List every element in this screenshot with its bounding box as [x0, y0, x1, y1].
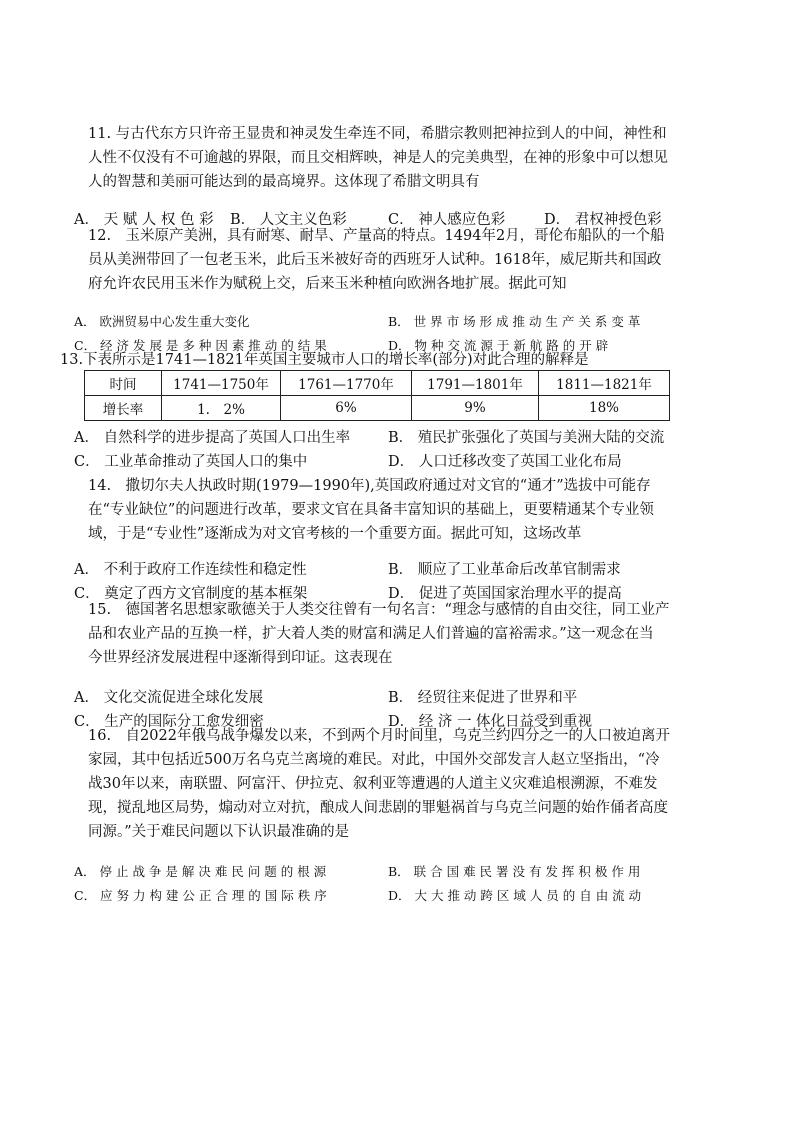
- option-b[interactable]: B． 联 合 国 难 民 署 没 有 发 挥 积 极 作 用: [388, 864, 641, 879]
- option-b[interactable]: B． 人文主义色彩: [230, 212, 347, 228]
- options-row: [74, 310, 708, 334]
- question-stem-line: 在“专业缺位”的问题进行改革，要求文官在具备丰富知识的基础上，更要精通某个专业领: [88, 502, 654, 518]
- options-row: [74, 450, 708, 474]
- question-stem-line: 品和农业产品的互换一样，扩大着人类的财富和满足人们普遍的富裕需求。”这一观念在当: [88, 626, 654, 642]
- question-stem-line: 今世界经济发展进程中逐渐得到印证。这表现在: [88, 650, 393, 666]
- question-12: [74, 224, 708, 358]
- table-cell: 1791—1801年: [412, 371, 539, 396]
- question-stem-line: 16. 自2022年俄乌战争爆发以来，不到两个月时间里，乌克兰约四分之一的人口被迫离开: [88, 728, 670, 744]
- option-b[interactable]: B． 世 界 市 场 形 成 推 动 生 产 关 系 变 革: [388, 314, 641, 329]
- table-cell: 1811—1821年: [539, 371, 670, 396]
- question-stem-line: 11. 与古代东方只许帝王显贵和神灵发生牵连不同，希腊宗教则把神拉到人的中间，神性和: [88, 126, 667, 142]
- question-11: [74, 122, 708, 232]
- option-c[interactable]: C． 工业革命推动了英国人口的集中: [74, 454, 308, 470]
- table-cell: 6%: [281, 396, 412, 421]
- table-cell: 增长率: [85, 396, 162, 421]
- question-stem-line: 人的智慧和美丽可能达到的最高境界。这体现了希腊文明具有: [88, 174, 480, 190]
- question-stem-line: 府允许农民用玉米作为赋税上交，后来玉米种植向欧洲各地扩展。据此可知: [88, 276, 567, 292]
- question-14: [74, 474, 708, 606]
- option-d[interactable]: D． 君权神授色彩: [544, 212, 662, 228]
- option-c[interactable]: C． 神人感应色彩: [388, 212, 506, 228]
- table-cell: 1. 2%: [162, 396, 281, 421]
- table-cell: 9%: [412, 396, 539, 421]
- table-row: [85, 396, 670, 421]
- question-stem-line: 14. 撒切尔夫人执政时期(1979—1990年),英国政府通过对文官的“通才”选拔中可能存: [88, 478, 651, 494]
- table-row: [85, 371, 670, 396]
- option-a[interactable]: A． 自然科学的进步提高了英国人口出生率: [74, 430, 351, 446]
- table-cell: 1741—1750年: [162, 371, 281, 396]
- table-cell: 1761—1770年: [281, 371, 412, 396]
- option-a[interactable]: A． 停 止 战 争 是 解 决 难 民 问 题 的 根 源: [74, 864, 327, 879]
- option-d[interactable]: D． 经 济 一 体化日益受到重视: [388, 714, 593, 730]
- question-13: [60, 348, 680, 372]
- option-a[interactable]: A． 不利于政府工作连续性和稳定性: [74, 562, 307, 578]
- option-d[interactable]: D． 物 种 交 流 源 于 新 航 路 的 开 辟: [388, 338, 609, 353]
- option-b[interactable]: B． 顺应了工业革命后改革官制需求: [388, 562, 621, 578]
- question-15: [74, 598, 708, 734]
- question-stem-line: 同源。”关于难民问题以下认识最准确的是: [88, 824, 350, 840]
- question-stem-line: 15. 德国著名思想家歌德关于人类交往曾有一句名言：“理念与感情的自由交往，同工业产: [88, 602, 670, 618]
- question-stem-line: 13.下表所示是1741—1821年英国主要城市人口的增长率(部分)对此合理的解释是: [60, 352, 589, 368]
- option-d[interactable]: D． 促进了英国国家治理水平的提高: [388, 586, 622, 602]
- option-c[interactable]: C． 应 努 力 构 建 公 正 合 理 的 国 际 秩 序: [74, 888, 327, 903]
- options-row: [74, 884, 708, 908]
- option-b[interactable]: B． 殖民扩张强化了英国与美洲大陆的交流: [388, 430, 665, 446]
- question-stem-line: 家园，其中包括近500万名乌克兰离境的难民。对此，中国外交部发言人赵立坚指出，“冷: [88, 752, 660, 768]
- table-cell: 时间: [85, 371, 162, 396]
- question-stem-line: 现，搅乱地区局势，煽动对立对抗，酿成人间悲剧的罪魁祸首与乌克兰问题的始作俑者高度: [88, 800, 668, 816]
- option-d[interactable]: D． 人口迁移改变了英国工业化布局: [388, 454, 622, 470]
- question-13-options: [74, 426, 708, 474]
- table-cell: 18%: [539, 396, 670, 421]
- option-a[interactable]: A． 文化交流促进全球化发展: [74, 690, 264, 706]
- question-stem-line: 域，于是“专业性”逐渐成为对文官考核的一个重要方面。据此可知，这场改革: [88, 526, 582, 542]
- question-16: [74, 724, 708, 908]
- option-b[interactable]: B． 经贸往来促进了世界和平: [388, 690, 578, 706]
- question-stem-line: 12. 玉米原产美洲，具有耐寒、耐旱、产量高的特点。1494年2月，哥伦布船队的一个船: [88, 228, 665, 244]
- options-row: [74, 686, 708, 710]
- question-stem-line: 员从美洲带回了一包老玉米，此后玉米被好奇的西班牙人试种。1618年，威尼斯共和国政: [88, 252, 662, 268]
- question-stem-line: 战30年以来，南联盟、阿富汗、伊拉克、叙利亚等遭遇的人道主义灾难追根溯源，不难发: [88, 776, 658, 792]
- option-c[interactable]: C． 经 济 发 展 是 多 种 因 素 推 动 的 结 果: [74, 338, 327, 353]
- population-growth-table: [84, 370, 670, 421]
- option-d[interactable]: D． 大 大 推 动 跨 区 域 人 员 的 自 由 流 动: [388, 888, 642, 903]
- options-row: [74, 860, 708, 884]
- options-row: [74, 426, 708, 450]
- options-row: [74, 558, 708, 582]
- option-a[interactable]: A． 天 赋 人 权 色 彩: [74, 212, 214, 228]
- option-c[interactable]: C． 生产的国际分工愈发细密: [74, 714, 264, 730]
- option-a[interactable]: A． 欧洲贸易中心发生重大变化: [74, 314, 250, 329]
- question-stem-line: 人性不仅没有不可逾越的界限，而且交相辉映，神是人的完美典型，在神的形象中可以想见: [88, 150, 668, 166]
- option-c[interactable]: C． 奠定了西方文官制度的基本框架: [74, 586, 308, 602]
